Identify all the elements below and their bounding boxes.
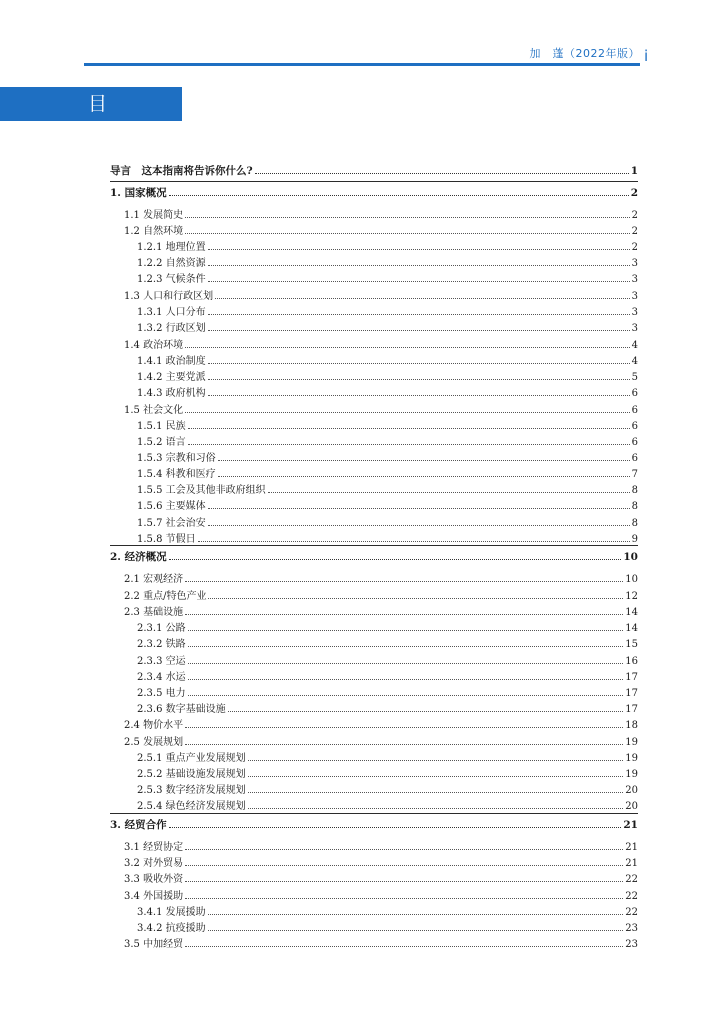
- toc-entry-label: 1.5.3 宗教和习俗: [137, 453, 216, 464]
- toc-entry-label: 1.2.1 地理位置: [137, 242, 206, 253]
- toc-entry-page: 17: [625, 672, 638, 683]
- toc-entry-label: 2.3.1 公路: [137, 623, 186, 634]
- toc-entry-page: 17: [625, 688, 638, 699]
- toc-entry-label: 1.3 人口和行政区划: [124, 291, 214, 302]
- toc-leader-dots: [185, 573, 623, 582]
- toc-leader-dots: [208, 241, 630, 250]
- toc-leader-dots: [188, 655, 624, 664]
- toc-entry-page: 10: [625, 574, 638, 585]
- toc-entry[interactable]: [137, 533, 638, 546]
- toc-entry-page: 6: [631, 453, 638, 464]
- toc-entry-label: 2.3.2 铁路: [137, 639, 186, 650]
- toc-entry-label: 1.5.1 民族: [137, 421, 186, 432]
- toc-leader-dots: [185, 736, 623, 745]
- toc-leader-dots: [169, 551, 622, 560]
- toc-entry[interactable]: [110, 819, 638, 832]
- toc-leader-dots: [208, 371, 630, 380]
- toc-entry[interactable]: [137, 468, 638, 481]
- toc-leader-dots: [248, 784, 624, 793]
- toc-entry-label: 3. 经贸合作: [110, 819, 167, 831]
- toc-leader-dots: [218, 468, 630, 477]
- toc-entry[interactable]: [137, 671, 638, 684]
- toc-entry[interactable]: [124, 841, 638, 854]
- toc-entry[interactable]: [124, 719, 638, 732]
- toc-entry[interactable]: [137, 420, 638, 433]
- toc-entry-label: 1.1 发展简史: [124, 210, 184, 221]
- toc-leader-dots: [185, 225, 630, 234]
- toc-entry[interactable]: [124, 225, 638, 238]
- toc-leader-dots: [255, 165, 629, 174]
- toc-entry-label: 3.5 中加经贸: [124, 939, 184, 950]
- toc-entry[interactable]: [137, 273, 638, 286]
- toc-entry[interactable]: [124, 590, 638, 603]
- toc-entry-label: 1.4 政治环境: [124, 340, 184, 351]
- toc-leader-dots: [208, 355, 630, 364]
- toc-leader-dots: [208, 906, 624, 915]
- toc-leader-dots: [188, 622, 624, 631]
- toc-leader-dots: [185, 841, 623, 850]
- toc-entry[interactable]: [110, 165, 638, 178]
- toc-entry[interactable]: [110, 187, 638, 200]
- toc-entry-page: 3: [631, 291, 638, 302]
- toc-entry-page: 23: [625, 923, 638, 934]
- toc-leader-dots: [185, 938, 623, 947]
- toc-entry-label: 2.3.4 水运: [137, 672, 186, 683]
- toc-leader-dots: [169, 819, 622, 828]
- toc-entry-page: 2: [631, 226, 638, 237]
- toc-heading: 目 录: [0, 87, 182, 121]
- toc-entry[interactable]: [137, 752, 638, 765]
- toc-entry-label: 2.5.2 基础设施发展规划: [137, 769, 246, 780]
- toc-entry[interactable]: [137, 922, 638, 935]
- toc-entry-label: 3.4 外国援助: [124, 891, 184, 902]
- toc-entry[interactable]: [124, 938, 638, 951]
- toc-entry-label: 2.3.5 电力: [137, 688, 186, 699]
- toc-entry-page: 8: [631, 501, 638, 512]
- toc-entry-label: 1.5.2 语言: [137, 437, 186, 448]
- toc-leader-dots: [185, 873, 623, 882]
- toc-entry-label: 2.1 宏观经济: [124, 574, 184, 585]
- toc-entry[interactable]: [137, 500, 638, 513]
- toc-entry-page: 21: [625, 858, 638, 869]
- toc-entry[interactable]: [137, 622, 638, 635]
- toc-entry[interactable]: [124, 857, 638, 870]
- toc-leader-dots: [185, 606, 623, 615]
- toc-entry-page: 20: [625, 801, 638, 812]
- toc-entry-label: 1.5.5 工会及其他非政府组织: [137, 485, 266, 496]
- toc-entry-page: 15: [625, 639, 638, 650]
- toc-leader-dots: [208, 922, 624, 931]
- toc-leader-dots: [218, 452, 630, 461]
- toc-entry-page: 2: [630, 187, 638, 199]
- toc-entry-label: 1.3.1 人口分布: [137, 307, 206, 318]
- toc-entry[interactable]: [137, 241, 638, 254]
- toc-entry[interactable]: [137, 517, 638, 530]
- toc-entry-label: 1.5.6 主要媒体: [137, 501, 206, 512]
- section-divider: [110, 181, 638, 182]
- toc-leader-dots: [185, 404, 630, 413]
- toc-leader-dots: [208, 387, 630, 396]
- toc-entry-page: 3: [631, 307, 638, 318]
- toc-entry[interactable]: [110, 551, 638, 564]
- toc-entry[interactable]: [137, 800, 638, 813]
- toc-entry[interactable]: [137, 687, 638, 700]
- toc-leader-dots: [208, 306, 630, 315]
- toc-entry-label: 1.4.2 主要党派: [137, 372, 206, 383]
- toc-entry-label: 2.2 重点/特色产业: [124, 591, 207, 602]
- toc-entry[interactable]: [124, 890, 638, 903]
- toc-entry-label: 3.3 吸收外资: [124, 874, 184, 885]
- toc-entry-page: 19: [625, 737, 638, 748]
- toc-entry-label: 3.4.2 抗疫援助: [137, 923, 206, 934]
- toc-entry[interactable]: [124, 339, 638, 352]
- toc-leader-dots: [188, 671, 624, 680]
- toc-entry-page: 8: [631, 485, 638, 496]
- toc-entry-label: 2.3.6 数字基础设施: [137, 704, 226, 715]
- toc-entry-page: 12: [625, 591, 638, 602]
- toc-entry-page: 22: [625, 907, 638, 918]
- toc-leader-dots: [188, 420, 630, 429]
- toc-leader-dots: [185, 857, 623, 866]
- toc-entry[interactable]: [137, 784, 638, 797]
- toc-entry[interactable]: [137, 655, 638, 668]
- toc-entry[interactable]: [124, 404, 638, 417]
- toc-entry[interactable]: [124, 290, 638, 303]
- toc-entry-label: 2.3.3 空运: [137, 656, 186, 667]
- toc-entry-page: 4: [631, 356, 638, 367]
- toc-leader-dots: [169, 187, 629, 196]
- toc-entry-page: 9: [631, 534, 638, 545]
- toc-entry-label: 2.5.3 数字经济发展规划: [137, 785, 246, 796]
- toc-entry[interactable]: [137, 906, 638, 919]
- toc-entry-page: 21: [623, 819, 638, 831]
- toc-entry[interactable]: [137, 387, 638, 400]
- toc-entry[interactable]: [124, 873, 638, 886]
- toc-entry-page: 18: [625, 720, 638, 731]
- toc-leader-dots: [208, 322, 630, 331]
- section-divider: [110, 813, 638, 814]
- toc-leader-dots: [198, 533, 630, 542]
- toc-entry-page: 3: [631, 323, 638, 334]
- toc-entry[interactable]: [124, 606, 638, 619]
- toc-entry-label: 1.2.3 气候条件: [137, 274, 206, 285]
- toc-entry[interactable]: [124, 209, 638, 222]
- toc-entry-label: 1.4.3 政府机构: [137, 388, 206, 399]
- toc-entry-page: 3: [631, 258, 638, 269]
- toc-entry-label: 1.3.2 行政区划: [137, 323, 206, 334]
- toc-entry-page: 16: [625, 656, 638, 667]
- toc-entry-page: 4: [631, 340, 638, 351]
- toc-entry-page: 21: [625, 842, 638, 853]
- toc-entry[interactable]: [137, 371, 638, 384]
- toc-entry-page: 3: [631, 274, 638, 285]
- toc-leader-dots: [248, 768, 624, 777]
- toc-entry-label: 导言 这本指南将告诉你什么?: [110, 165, 253, 177]
- toc-leader-dots: [188, 687, 624, 696]
- toc-entry-page: 22: [625, 891, 638, 902]
- toc-entry-page: 10: [623, 551, 638, 563]
- toc-entry-page: 20: [625, 785, 638, 796]
- toc-entry-page: 17: [625, 704, 638, 715]
- toc-leader-dots: [248, 800, 624, 809]
- toc-leader-dots: [208, 590, 623, 599]
- toc-entry-page: 6: [631, 405, 638, 416]
- toc-entry-page: 22: [625, 874, 638, 885]
- toc-entry[interactable]: [137, 355, 638, 368]
- toc-leader-dots: [208, 500, 630, 509]
- toc-entry-label: 3.4.1 发展援助: [137, 907, 206, 918]
- toc-entry-page: 5: [631, 372, 638, 383]
- toc-entry-page: 6: [631, 388, 638, 399]
- toc-leader-dots: [185, 890, 623, 899]
- toc-entry-label: 1.2 自然环境: [124, 226, 184, 237]
- toc-entry-label: 2.5.4 绿色经济发展规划: [137, 801, 246, 812]
- toc-entry-page: 14: [625, 623, 638, 634]
- toc-leader-dots: [208, 517, 630, 526]
- toc-entry-page: 2: [631, 242, 638, 253]
- toc-entry-label: 1.2.2 自然资源: [137, 258, 206, 269]
- page-number: i: [644, 47, 649, 65]
- toc-entry-label: 1.5.8 节假日: [137, 534, 196, 545]
- toc-entry[interactable]: [137, 306, 638, 319]
- toc-entry-label: 1.5 社会文化: [124, 405, 184, 416]
- toc-leader-dots: [185, 209, 630, 218]
- toc-leader-dots: [185, 719, 623, 728]
- toc-entry[interactable]: [124, 573, 638, 586]
- toc-entry-page: 23: [625, 939, 638, 950]
- toc-entry[interactable]: [137, 452, 638, 465]
- toc-leader-dots: [185, 339, 630, 348]
- toc-entry-label: 1.5.7 社会治安: [137, 518, 206, 529]
- toc-entry-page: 14: [625, 607, 638, 618]
- toc-leader-dots: [188, 638, 624, 647]
- toc-entry[interactable]: [137, 768, 638, 781]
- toc-entry-label: 1. 国家概况: [110, 187, 167, 199]
- running-header-title: 加 蓬（2022年版）: [529, 47, 640, 60]
- toc-leader-dots: [215, 290, 630, 299]
- toc-entry-page: 6: [631, 437, 638, 448]
- toc-entry-label: 3.1 经贸协定: [124, 842, 184, 853]
- toc-entry-label: 1.4.1 政治制度: [137, 356, 206, 367]
- toc-leader-dots: [248, 752, 624, 761]
- toc-entry-page: 19: [625, 769, 638, 780]
- toc-entry-label: 2.5 发展规划: [124, 737, 184, 748]
- toc-entry[interactable]: [137, 257, 638, 270]
- toc-entry-label: 1.5.4 科教和医疗: [137, 469, 216, 480]
- toc-entry-page: 7: [631, 469, 638, 480]
- toc-entry-page: 8: [631, 518, 638, 529]
- toc-leader-dots: [268, 484, 630, 493]
- toc-entry-page: 19: [625, 753, 638, 764]
- toc-leader-dots: [188, 436, 630, 445]
- toc-entry-page: 2: [631, 210, 638, 221]
- toc-entry-page: 1: [630, 165, 638, 177]
- toc-leader-dots: [208, 273, 630, 282]
- toc-entry[interactable]: [137, 322, 638, 335]
- toc-entry-label: 2.5.1 重点产业发展规划: [137, 753, 246, 764]
- toc-entry-label: 3.2 对外贸易: [124, 858, 184, 869]
- toc-entry[interactable]: [137, 484, 638, 497]
- toc-entry-label: 2.3 基础设施: [124, 607, 184, 618]
- toc-entry[interactable]: [137, 638, 638, 651]
- toc-leader-dots: [208, 257, 630, 266]
- toc-entry-label: 2.4 物价水平: [124, 720, 184, 731]
- toc-entry[interactable]: [124, 736, 638, 749]
- toc-leader-dots: [228, 703, 624, 712]
- toc-entry[interactable]: [137, 436, 638, 449]
- toc-entry-page: 6: [631, 421, 638, 432]
- toc-entry[interactable]: [137, 703, 638, 716]
- toc-entry-label: 2. 经济概况: [110, 551, 167, 563]
